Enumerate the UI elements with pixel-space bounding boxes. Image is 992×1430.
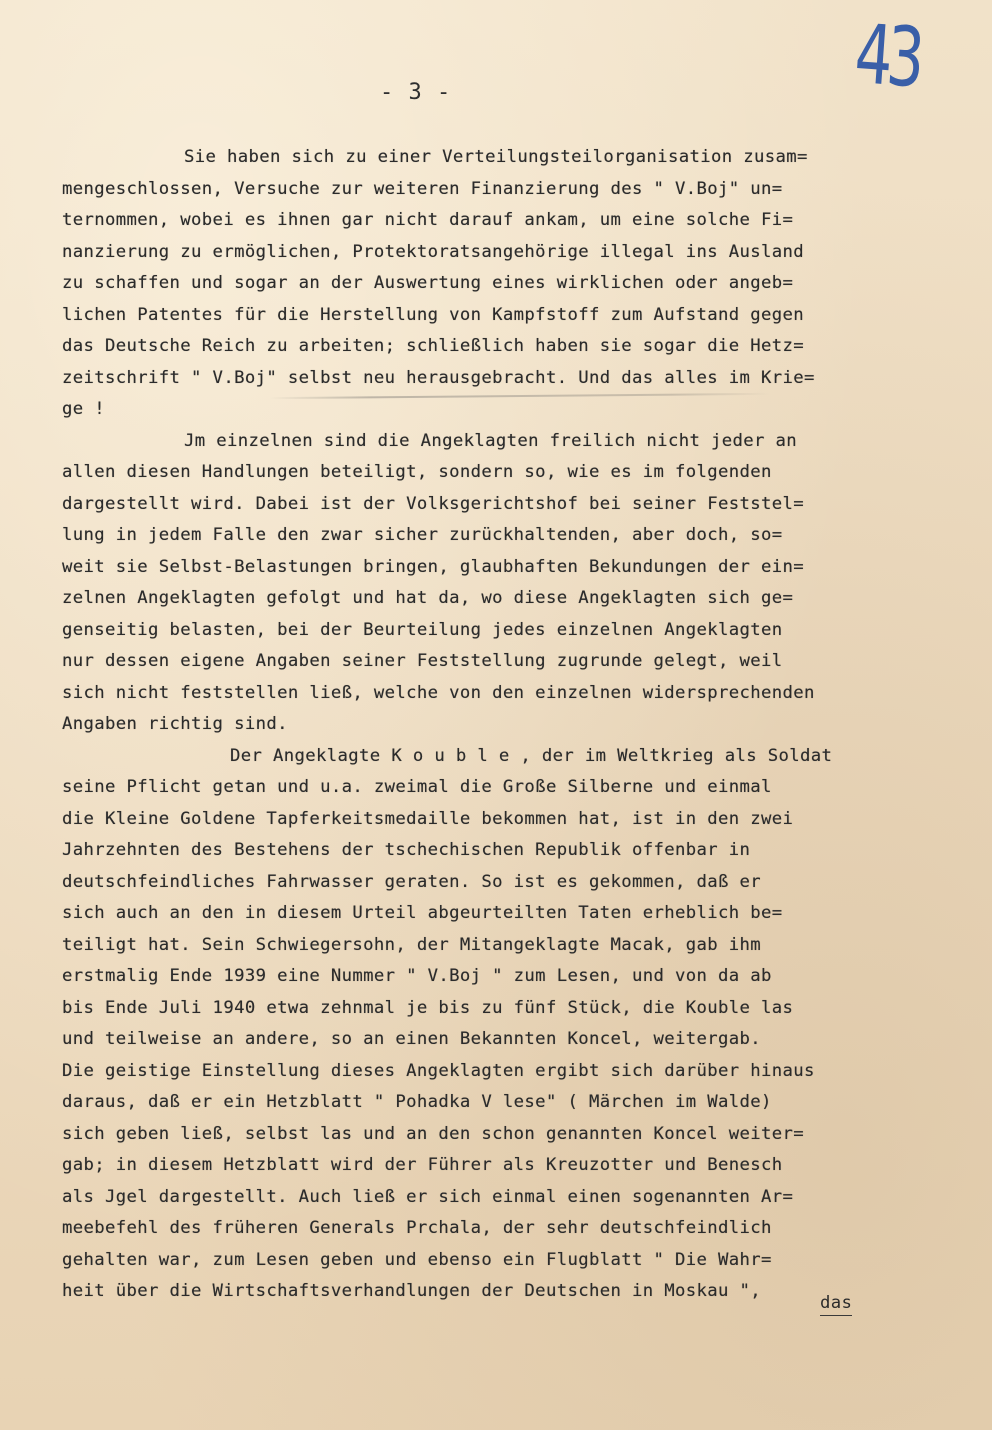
text-line: sich nicht feststellen ließ, welche von den einzelnen widersprechenden [62, 682, 815, 703]
text-line: Angaben richtig sind. [62, 714, 288, 734]
text-line: Jm einzelnen sind die Angeklagten freilich nicht jeder an [184, 430, 797, 451]
text-line: als Jgel dargestellt. Auch ließ er sich einmal einen sogenannten Ar= [62, 1186, 794, 1207]
text-line: sich auch an den in diesem Urteil abgeurteilten Taten erheblich be= [62, 903, 783, 923]
text-line: weit sie Selbst-Belastungen bringen, glaubhaften Bekundungen der ein= [62, 556, 805, 577]
text-line: gab; in diesem Hetzblatt wird der Führer als Kreuzotter und Benesch [62, 1155, 783, 1175]
text-line: sich geben ließ, selbst las und an den schon genannten Koncel weiter= [62, 1123, 805, 1144]
text-line: Die geistige Einstellung dieses Angeklagten ergibt sich darüber hinaus [62, 1060, 815, 1081]
typewritten-body-text [62, 142, 962, 1308]
text-line: allen diesen Handlungen beteiligt, sondern so, wie es im folgenden [62, 462, 772, 482]
text-line: zeitschrift " V.Boj" selbst neu herausgebracht. Und das alles im Krie= [62, 367, 815, 388]
handwritten-folio-number: 43 [851, 7, 922, 107]
text-line: teiligt hat. Sein Schwiegersohn, der Mitangeklagte Macak, gab ihm [62, 934, 762, 955]
text-line: heit über die Wirtschaftsverhandlungen der Deutschen in Moskau ", [62, 1281, 762, 1301]
text-line: meebefehl des früheren Generals Prchala, der sehr deutschfeindlich [62, 1218, 772, 1238]
text-line: mengeschlossen, Versuche zur weiteren Finanzierung des " V.Boj" un= [62, 178, 783, 199]
text-line: Der Angeklagte K o u b l e , der im Weltkrieg als Soldat [230, 745, 833, 766]
text-line: deutschfeindliches Fahrwasser geraten. So ist es gekommen, daß er [62, 871, 762, 892]
text-line: seine Pflicht getan und u.a. zweimal die Große Silberne und einmal [62, 777, 772, 797]
text-line: und teilweise an andere, so an einen Bekannten Koncel, weitergab. [62, 1029, 762, 1049]
text-line: ternommen, wobei es ihnen gar nicht darauf ankam, um eine solche Fi= [62, 210, 794, 230]
text-line: bis Ende Juli 1940 etwa zehnmal je bis zu fünf Stück, die Kouble las [62, 997, 794, 1018]
text-line: nur dessen eigene Angaben seiner Feststellung zugrunde gelegt, weil [62, 651, 783, 671]
text-line: Jahrzehnten des Bestehens der tschechischen Republik offenbar in [62, 840, 751, 860]
text-line: daraus, daß er ein Hetzblatt " Pohadka V lese" ( Märchen im Walde) [62, 1092, 772, 1112]
text-line: zelnen Angeklagten gefolgt und hat da, wo diese Angeklagten sich ge= [62, 588, 794, 608]
text-line: Sie haben sich zu einer Verteilungsteilorganisation zusam= [184, 147, 808, 167]
text-line: gehalten war, zum Lesen geben und ebenso ein Flugblatt " Die Wahr= [62, 1249, 772, 1270]
text-line: die Kleine Goldene Tapferkeitsmedaille bekommen hat, ist in den zwei [62, 808, 794, 829]
text-line: erstmalig Ende 1939 eine Nummer " V.Boj " zum Lesen, und von da ab [62, 966, 772, 986]
page-number: - 3 - [380, 80, 452, 105]
text-line: das Deutsche Reich zu arbeiten; schließlich haben sie sogar die Hetz= [62, 336, 805, 356]
text-line: ge ! [62, 399, 106, 419]
catchword: das [820, 1292, 852, 1316]
text-line: zu schaffen und sogar an der Auswertung eines wirklichen oder angeb= [62, 273, 794, 293]
text-line: lichen Patentes für die Herstellung von Kampfstoff zum Aufstand gegen [62, 304, 805, 325]
text-line: dargestellt wird. Dabei ist der Volksgerichtshof bei seiner Feststel= [62, 493, 805, 514]
text-line: genseitig belasten, bei der Beurteilung jedes einzelnen Angeklagten [62, 619, 783, 640]
text-line: nanzierung zu ermöglichen, Protektoratsangehörige illegal ins Ausland [62, 241, 805, 262]
text-line: lung in jedem Falle den zwar sicher zurückhaltenden, aber doch, so= [62, 525, 783, 545]
